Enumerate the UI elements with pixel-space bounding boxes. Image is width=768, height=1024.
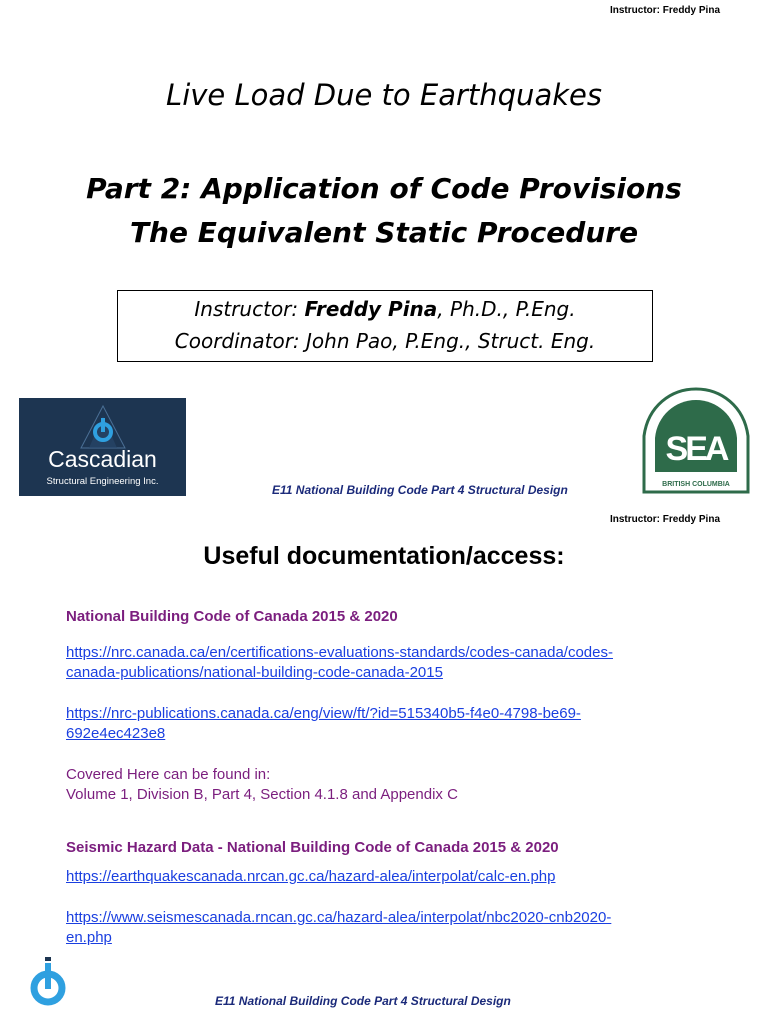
sea-badge-icon <box>641 386 751 496</box>
slide2-footer: E11 National Building Code Part 4 Structural Design <box>215 994 511 1008</box>
instructor-credit <box>118 293 652 325</box>
nbc-link-2-line2[interactable]: 692e4ec423e8 <box>66 725 166 742</box>
coverage-note <box>66 765 458 805</box>
cascadian-name: Cascadian <box>48 446 157 472</box>
slide-subtitle-line1: Part 2: Application of Code Provisions <box>86 172 682 205</box>
sea-letters: SEA <box>665 430 727 468</box>
seismic-heading: Seismic Hazard Data - National Building Code of Canada 2015 & 2020 <box>66 839 559 856</box>
documentation-heading: Useful documentation/access: <box>203 542 565 570</box>
nbc-link-1[interactable] <box>66 643 706 683</box>
nbc-heading: National Building Code of Canada 2015 & 2020 <box>66 608 398 625</box>
nbc-link-2-line1[interactable]: https://nrc-publications.canada.ca/eng/view/ft/?id=515340b5-f4e0-4798-be69- <box>66 705 581 722</box>
sea-logo <box>641 386 751 496</box>
nbc-link-2[interactable] <box>66 704 706 744</box>
instructor-prefix: Instructor: <box>194 297 305 321</box>
nbc-link-1-line1[interactable]: https://nrc.canada.ca/en/certifications-evaluations-standards/codes-canada/codes- <box>66 644 613 661</box>
instructor-header-2: Instructor: Freddy Pina <box>609 514 720 525</box>
instructor-header: Instructor: Freddy Pina <box>609 5 720 16</box>
slide-title: Live Load Due to Earthquakes <box>166 78 602 112</box>
coordinator-credit: Coordinator: John Pao, P.Eng., Struct. Eng. <box>174 329 596 353</box>
credits-box <box>117 290 653 362</box>
coverage-note-line2: Volume 1, Division B, Part 4, Section 4.1.8 and Appendix C <box>66 786 458 803</box>
slide1-footer: E11 National Building Code Part 4 Structural Design <box>272 483 568 497</box>
cascadian-small-icon <box>23 955 73 1007</box>
seismic-link-2[interactable] <box>66 908 706 948</box>
sea-region: BRITISH COLUMBIA <box>662 481 730 488</box>
nbc-link-1-line2[interactable]: canada-publications/national-building-code-canada-2015 <box>66 664 443 681</box>
cascadian-subtitle: Structural Engineering Inc. <box>46 476 159 487</box>
seismic-link-2-line1[interactable]: https://www.seismescanada.rncan.gc.ca/hazard-alea/interpolat/nbc2020-cnb2020- <box>66 909 612 926</box>
instructor-name: Freddy Pina <box>304 297 438 321</box>
cascadian-logo <box>19 398 186 496</box>
slide-subtitle-line2: The Equivalent Static Procedure <box>129 216 639 249</box>
coverage-note-line1: Covered Here can be found in: <box>66 766 271 783</box>
seismic-link-2-line2[interactable]: en.php <box>66 929 112 946</box>
seismic-link-1[interactable]: https://earthquakescanada.nrcan.gc.ca/hazard-alea/interpolat/calc-en.php <box>66 868 556 885</box>
instructor-suffix: , Ph.D., P.Eng. <box>437 297 576 321</box>
